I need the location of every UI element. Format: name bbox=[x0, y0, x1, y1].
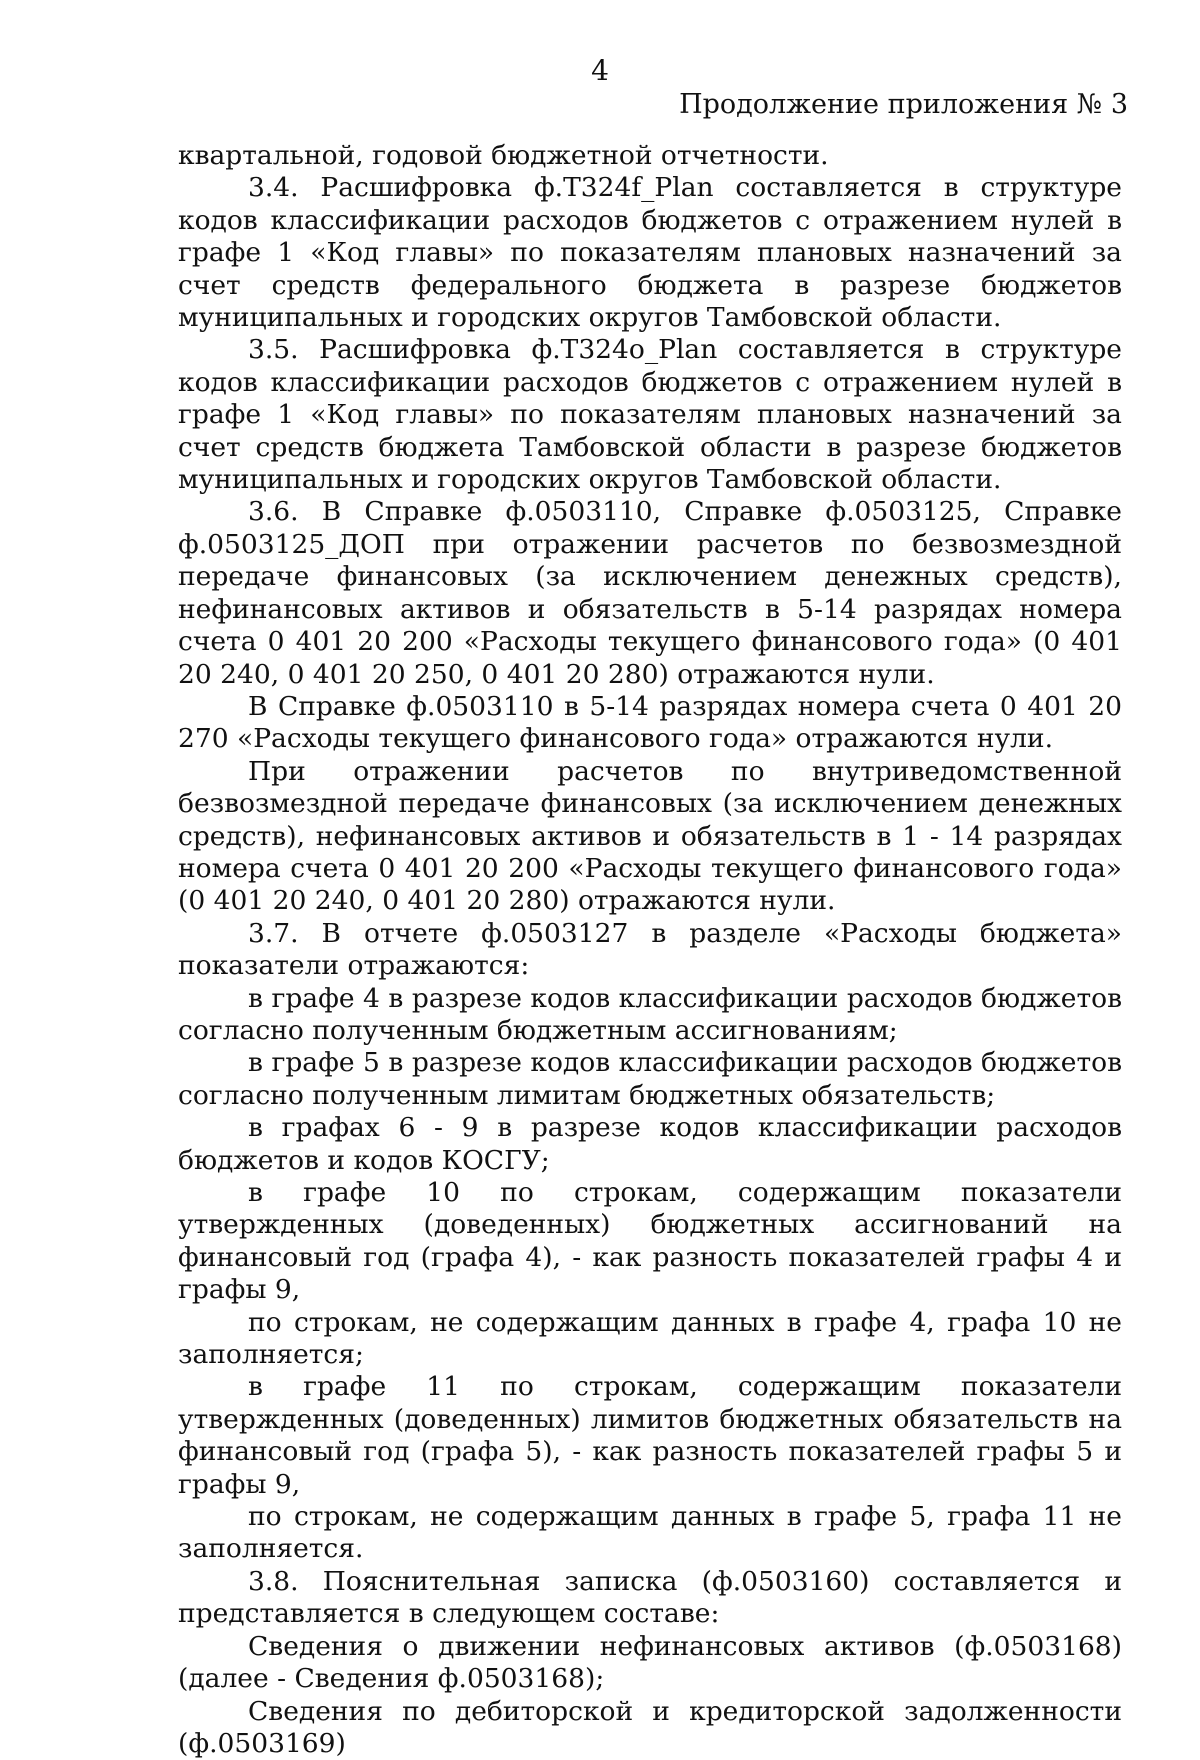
paragraph-continuation: квартальной, годовой бюджетной отчетности. bbox=[178, 140, 1122, 172]
paragraph-3-6-internal-transfer: При отражении расчетов по внутриведомственной безвозмездной передаче финансовых (за исключением денежных средств), нефинансовых активов и обязательств в 1 - 14 разрядах номера счета 0 401 20 200 «Расходы текущего финансового года» (0 401 20 240, 0 401 20 280) отражаются нули. bbox=[178, 756, 1122, 918]
paragraph-3-7-column-4: в графе 4 в разрезе кодов классификации расходов бюджетов согласно полученным бюджетным ассигнованиям; bbox=[178, 983, 1122, 1048]
paragraph-3-7-column-5: в графе 5 в разрезе кодов классификации расходов бюджетов согласно полученным лимитам бюджетных обязательств; bbox=[178, 1047, 1122, 1112]
paragraph-3-7-columns-6-9: в графах 6 - 9 в разрезе кодов классификации расходов бюджетов и кодов КОСГУ; bbox=[178, 1112, 1122, 1177]
document-body bbox=[178, 140, 1122, 1760]
paragraph-3-4: 3.4. Расшифровка ф.Т324f_Plan составляется в структуре кодов классификации расходов бюджетов с отражением нулей в графе 1 «Код главы» по показателям плановых назначений за счет средств федерального бюджета в разрезе бюджетов муниципальных и городских округов Тамбовской области. bbox=[178, 172, 1122, 334]
appendix-label: Продолжение приложения № 3 bbox=[679, 88, 1128, 122]
paragraph-3-7-column-10-empty: по строкам, не содержащим данных в графе 4, графа 10 не заполняется; bbox=[178, 1307, 1122, 1372]
paragraph-3-8-form-0503169: Сведения по дебиторской и кредиторской задолженности (ф.0503169) bbox=[178, 1696, 1122, 1760]
paragraph-3-7-column-11: в графе 11 по строкам, содержащим показатели утвержденных (доведенных) лимитов бюджетных обязательств на финансовый год (графа 5), - как разность показателей графы 5 и графы 9, bbox=[178, 1371, 1122, 1501]
paragraph-3-6-spravka-0503110: В Справке ф.0503110 в 5-14 разрядах номера счета 0 401 20 270 «Расходы текущего финансового года» отражаются нули. bbox=[178, 691, 1122, 756]
paragraph-3-8: 3.8. Пояснительная записка (ф.0503160) составляется и представляется в следующем составе: bbox=[178, 1566, 1122, 1631]
page-number: 4 bbox=[0, 54, 1200, 88]
paragraph-3-7-column-11-empty: по строкам, не содержащим данных в графе 5, графа 11 не заполняется. bbox=[178, 1501, 1122, 1566]
paragraph-3-7: 3.7. В отчете ф.0503127 в разделе «Расходы бюджета» показатели отражаются: bbox=[178, 918, 1122, 983]
paragraph-3-6: 3.6. В Справке ф.0503110, Справке ф.0503125, Справке ф.0503125_ДОП при отражении расчетов по безвозмездной передаче финансовых (за исключением денежных средств), нефинансовых активов и обязательств в 5-14 разрядах номера счета 0 401 20 200 «Расходы текущего финансового года» (0 401 20 240, 0 401 20 250, 0 401 20 280) отражаются нули. bbox=[178, 496, 1122, 690]
paragraph-3-7-column-10: в графе 10 по строкам, содержащим показатели утвержденных (доведенных) бюджетных ассигнований на финансовый год (графа 4), - как разность показателей графы 4 и графы 9, bbox=[178, 1177, 1122, 1307]
paragraph-3-5: 3.5. Расшифровка ф.Т324o_Plan составляется в структуре кодов классификации расходов бюджетов с отражением нулей в графе 1 «Код главы» по показателям плановых назначений за счет средств бюджета Тамбовской области в разрезе бюджетов муниципальных и городских округов Тамбовской области. bbox=[178, 334, 1122, 496]
paragraph-3-8-form-0503168: Сведения о движении нефинансовых активов (ф.0503168) (далее - Сведения ф.0503168); bbox=[178, 1631, 1122, 1696]
